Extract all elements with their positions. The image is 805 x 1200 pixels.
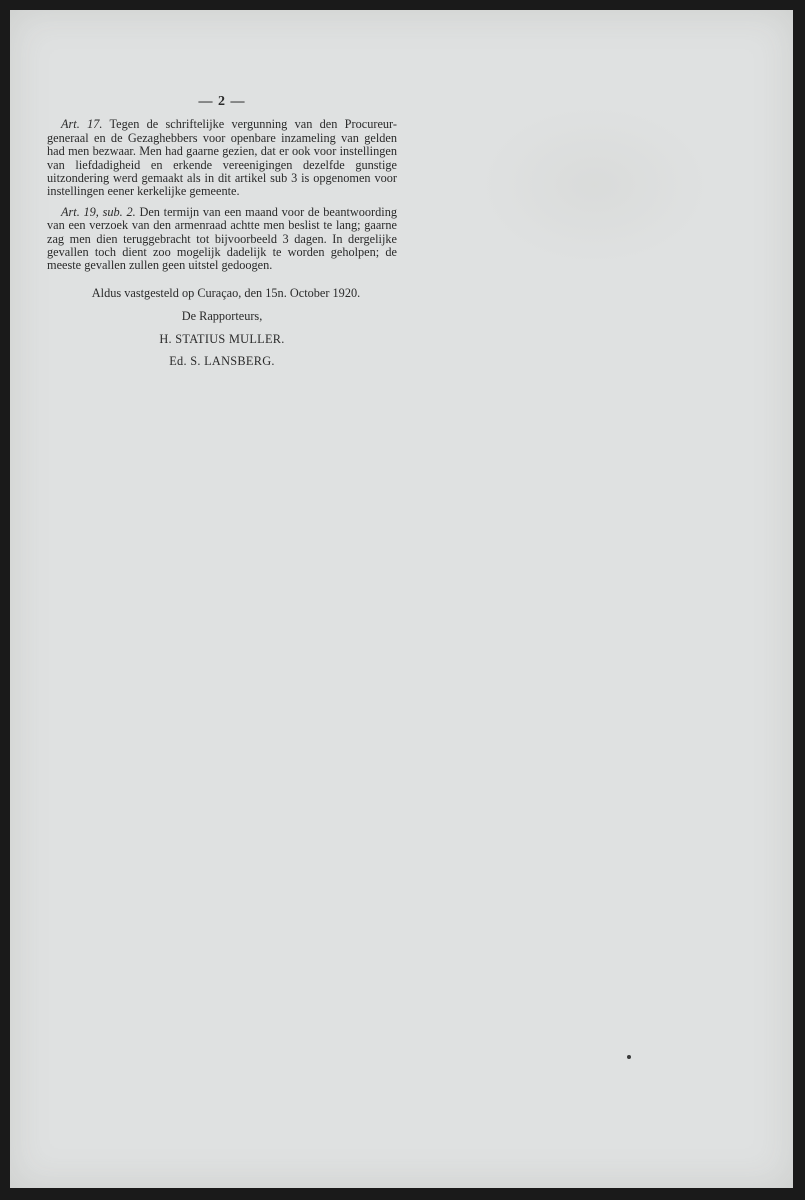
signatory-1: H. STATIUS MULLER. bbox=[159, 331, 285, 346]
document-body bbox=[47, 95, 397, 369]
closing-statement: Aldus vastgesteld op Curaçao, den 15n. October 1920. bbox=[91, 285, 361, 300]
article-17-ref: Art. 17. bbox=[61, 117, 103, 132]
article-19-paragraph bbox=[47, 206, 397, 273]
article-19-ref: Art. 19, sub. 2. bbox=[61, 204, 136, 219]
page-number: — 2 — bbox=[198, 94, 246, 109]
show-through-text bbox=[480, 105, 710, 265]
article-17-paragraph bbox=[47, 118, 397, 198]
article-19-text: Den termijn van een maand voor de beantwoording van een verzoek van den armenraad achtte men beslist te lang; gaarne zag men dien teruggebracht tot bijvoorbeeld 3 dagen. In dergelijke gevallen toch dient zoo mogelijk dadelijk te worden geholpen; de meeste gevallen zullen geen uitstel gedoogen. bbox=[47, 204, 398, 273]
rapporteurs-label: De Rapporteurs, bbox=[181, 309, 263, 324]
signatory-2: Ed. S. LANSBERG. bbox=[169, 354, 275, 369]
article-17-text: Tegen de schriftelijke vergunning van den Procureur-generaal en de Gezaghebbers voor openbare inzameling van gelden had men bezwaar. Men had gaarne gezien, dat er ook voor instellingen van liefdadigheid en erkende vereenigingen dezelfde gunstige uitzondering werd gemaakt als in dit artikel sub 3 is opgenomen voor instellingen eener kerkelijke gemeente. bbox=[47, 117, 397, 199]
paper-speck bbox=[627, 1055, 631, 1059]
